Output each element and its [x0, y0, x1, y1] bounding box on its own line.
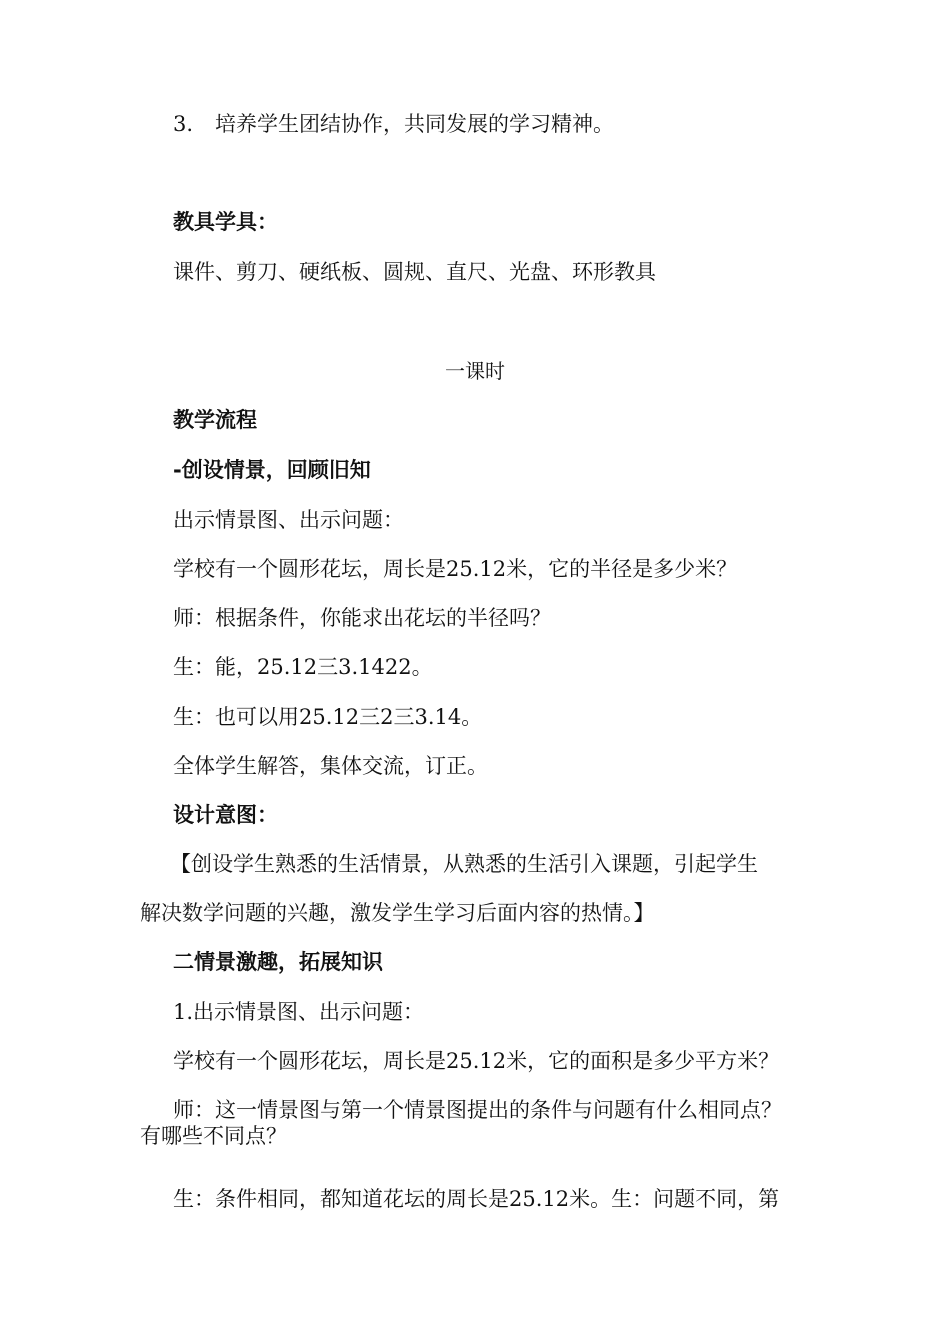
list-number: 3.	[173, 112, 194, 136]
section1-paragraph: 出示情景图、出示问题：	[173, 508, 404, 532]
objective-text: 培养学生团结协作，共同发展的学习精神。	[215, 112, 615, 136]
design-text-line: 解决数学问题的兴趣，激发学生学习后面内容的热情。】	[140, 901, 655, 925]
section2-paragraph: 有哪些不同点？	[140, 1124, 287, 1148]
section2-paragraph: 师：这一情景图与第一个情景图提出的条件与问题有什么相同点？	[173, 1098, 782, 1122]
section1-paragraph: 生：能，25.12三3.1422。	[173, 655, 433, 679]
process-heading: 教学流程	[173, 408, 257, 432]
section2-paragraph: 1.出示情景图、出示问题：	[173, 1000, 425, 1024]
period-label: 一课时	[445, 359, 505, 383]
section1-paragraph: 全体学生解答，集体交流，订正。	[173, 754, 488, 778]
section1-paragraph: 师：根据条件，你能求出花坛的半径吗？	[173, 606, 551, 630]
tools-text: 课件、剪刀、硬纸板、圆规、直尺、光盘、环形教具	[173, 260, 656, 284]
section2-heading: 二情景激趣，拓展知识	[173, 950, 383, 974]
section2-paragraph: 学校有一个圆形花坛，周长是25.12米，它的面积是多少平方米？	[173, 1049, 780, 1073]
section2-paragraph: 生：条件相同，都知道花坛的周长是25.12米。生：问题不同，第	[173, 1187, 780, 1211]
section1-paragraph: 生：也可以用25.12三2三3.14。	[173, 705, 483, 729]
tools-heading: 教具学具：	[173, 210, 278, 234]
design-text-line: 【创设学生熟悉的生活情景，从熟悉的生活引入课题，引起学生	[170, 852, 758, 876]
design-heading: 设计意图：	[173, 803, 278, 827]
section1-heading: -创设情景，回顾旧知	[173, 458, 371, 482]
section1-paragraph: 学校有一个圆形花坛，周长是25.12米，它的半径是多少米？	[173, 557, 738, 581]
objective-3	[173, 110, 614, 138]
